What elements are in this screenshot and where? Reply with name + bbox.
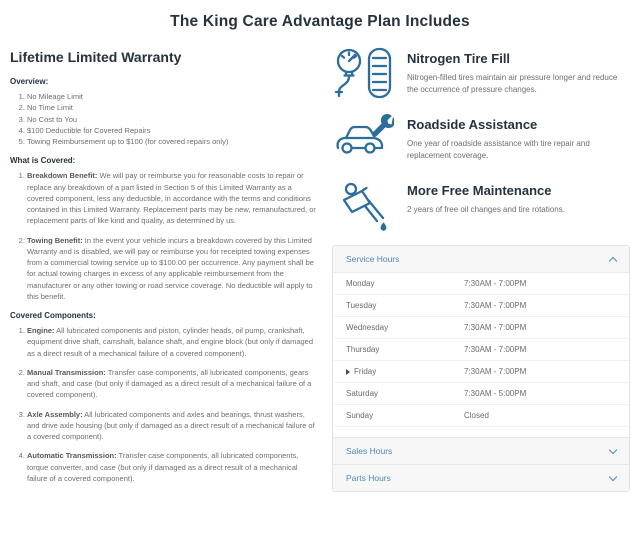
hours-time: 7:30AM - 7:00PM: [464, 279, 527, 288]
oil-can-icon: [332, 179, 394, 231]
overview-item: 4. $100 Deductible for Covered Repairs: [27, 125, 316, 136]
current-day-marker-icon: [346, 369, 350, 375]
hours-day: Tuesday: [346, 301, 377, 310]
feature-roadside-assistance: [332, 113, 630, 165]
hours-row: [333, 383, 629, 405]
hours-time: 7:30AM - 7:00PM: [464, 301, 527, 310]
accordion-label: Parts Hours: [346, 473, 391, 483]
hours-time: 7:30AM - 7:00PM: [464, 345, 527, 354]
component-item-text: All lubricated components and piston, cylinder heads, oil pump, crankshaft, equipment drive shaft, camshaft, balance shaft, and engine block (but only if damaged as a direct result of a mechanical failure of a covered component).: [27, 326, 314, 358]
chevron-up-icon: [609, 256, 617, 264]
panel-spacer: [333, 427, 629, 437]
components-label: Covered Components:: [10, 311, 96, 320]
component-item-text: Transfer case components, all lubricated components, gears and shaft, and case (but only if damaged as a direct result of a mechanical failure of a covered component).: [27, 367, 312, 400]
features-section: [332, 47, 630, 492]
feature-title: Nitrogen Tire Fill: [407, 51, 511, 66]
service-hours-panel: [333, 273, 629, 437]
hours-row-current: [333, 361, 629, 383]
warranty-section: [10, 47, 316, 492]
hours-day: Wednesday: [346, 323, 389, 332]
component-item: [27, 367, 316, 401]
overview-label: Overview:: [10, 77, 49, 86]
tire-pressure-icon: [332, 47, 394, 99]
overview-item: 1. No Mileage Limit: [27, 91, 316, 102]
hours-time: 7:30AM - 7:00PM: [464, 367, 527, 376]
component-item-label: Axle Assembly:: [27, 409, 83, 419]
hours-row: [333, 317, 629, 339]
accordion-label: Sales Hours: [346, 446, 393, 456]
hours-row: [333, 405, 629, 427]
overview-item: 5. Towing Reimbursement up to $100 (for covered repairs only): [27, 136, 316, 147]
feature-text-block: [407, 113, 630, 165]
hours-row: [333, 273, 629, 295]
hours-day: Monday: [346, 279, 375, 288]
feature-title: More Free Maintenance: [407, 183, 552, 198]
accordion-header-parts-hours[interactable]: [333, 464, 629, 491]
hours-accordion: [332, 245, 630, 492]
feature-description: Nitrogen-filled tires maintain air pressure longer and reduce the occurrence of pressure changes.: [407, 73, 618, 95]
covered-item-text: We will pay or reimburse you for reasonable costs to repair or replace any breakdown of a part listed in Section 5 of this Limited Warranty as a covered component, less any deductible, in accordance with the terms and conditions contained in this Limited Warranty. Replacement parts may be new, remanufactured, or replacement parts of like kind and quality, as determined by us.: [27, 171, 316, 226]
page-title: The King Care Advantage Plan Includes: [170, 13, 470, 30]
hours-day: [346, 367, 464, 376]
hours-time: 7:30AM - 7:00PM: [464, 323, 527, 332]
component-item-label: Automatic Transmission:: [27, 451, 117, 461]
covered-item: [27, 170, 316, 226]
accordion-header-service-hours[interactable]: [333, 246, 629, 273]
hours-time: Closed: [464, 411, 489, 420]
feature-title: Roadside Assistance: [407, 117, 538, 132]
component-item-label: Engine:: [27, 326, 55, 335]
hours-day: Sunday: [346, 411, 374, 420]
component-item: [27, 450, 316, 484]
covered-item: [27, 235, 316, 303]
hours-day: Thursday: [346, 345, 380, 354]
hours-time: 7:30AM - 5:00PM: [464, 389, 527, 398]
covered-label: What is Covered:: [10, 156, 76, 166]
overview-item: 3. No Cost to You: [27, 114, 316, 125]
feature-description: 2 years of free oil changes and tire rotations.: [407, 205, 565, 214]
covered-item-label: Breakdown Benefit:: [27, 171, 98, 181]
component-item: [27, 409, 316, 443]
accordion-label: Service Hours: [346, 254, 400, 264]
components-list: [10, 325, 316, 484]
feature-text-block: [407, 47, 630, 99]
component-item-label: Manual Transmission:: [27, 367, 106, 377]
chevron-down-icon: [609, 473, 617, 481]
chevron-down-icon: [609, 446, 617, 454]
feature-more-free-maintenance: [332, 179, 630, 231]
covered-item-label: Towing Benefit:: [27, 235, 83, 245]
feature-description: One year of roadside assistance with tire repair and replacement coverage.: [407, 139, 590, 161]
component-item: [27, 325, 316, 359]
warranty-title: Lifetime Limited Warranty: [10, 49, 182, 65]
feature-nitrogen-tire-fill: [332, 47, 630, 99]
car-wrench-icon: [332, 113, 394, 165]
feature-text-block: [407, 179, 565, 231]
overview-list: [10, 91, 316, 147]
component-item-text: All lubricated components and axles and bearings, thrust washers, and drive axle housing (but only if damaged as a direct result of a mechanical failure of a covered component).: [27, 409, 315, 441]
overview-item: 2. No Time Limit: [27, 102, 316, 113]
hours-day: Saturday: [346, 389, 379, 398]
hours-row: [333, 339, 629, 361]
hours-row: [333, 295, 629, 317]
covered-item-text: In the event your vehicle incurs a breakdown covered by this Limited Warranty and is disabled, we will pay or reimburse you for receipted towing expenses from a commercial towing service up to $100.00 per occurrence. Any payment shall be for actual towing charges in excess of any applicable reimbursement from the manufacturer or any other towing or road service coverage. No deductible will apply to this benefit.: [27, 235, 314, 301]
component-item-text: Transfer case components, all lubricated components, torque converter, and case (but only if damaged as a direct result of a mechanical failure of a covered component).: [27, 451, 299, 483]
covered-list: [10, 170, 316, 302]
hours-day-label: Friday: [354, 367, 377, 376]
accordion-header-sales-hours[interactable]: [333, 437, 629, 464]
main-content: [0, 31, 640, 492]
